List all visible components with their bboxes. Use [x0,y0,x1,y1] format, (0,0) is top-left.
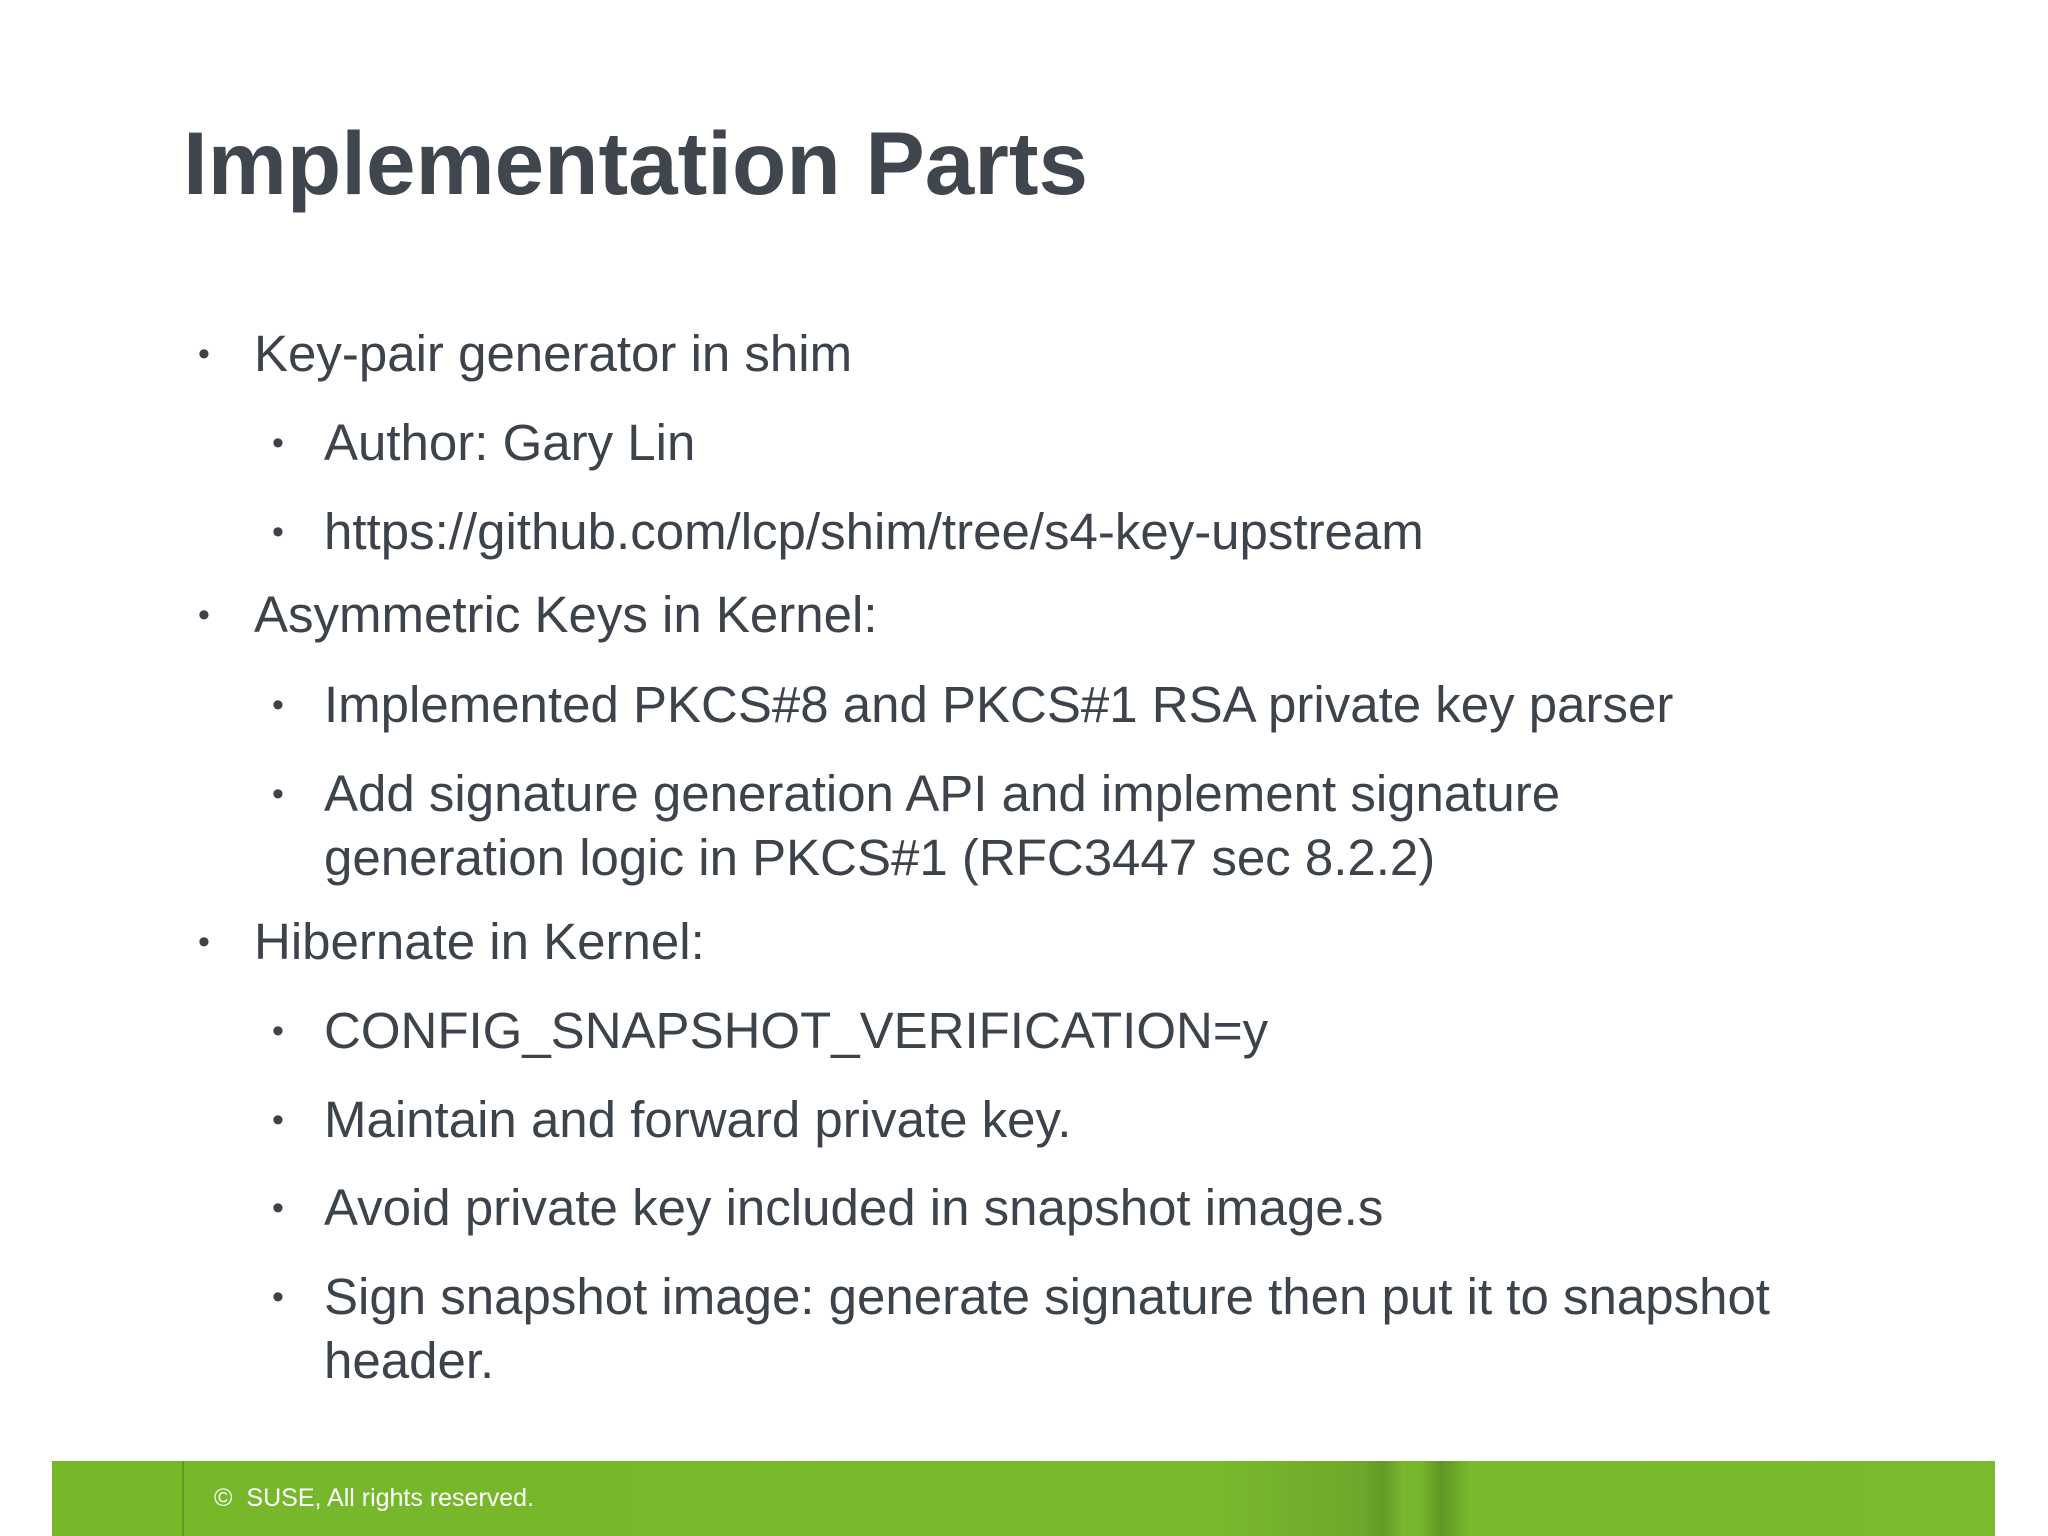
bullet-dot-icon: • [272,1101,284,1139]
bullet-dot-icon: • [272,775,284,813]
sub-bullet-item [272,1176,1384,1240]
bullet-item [198,322,853,386]
bullet-dot-icon: • [198,335,210,373]
bullet-text-continuation: generation logic in PKCS#1 (RFC3447 sec 8.2.2) [324,829,1436,886]
footer-bar [52,1461,1995,1536]
bullet-dot-icon: • [272,513,284,551]
bullet-text: Implemented PKCS#8 and PKCS#1 RSA private key parser [324,676,1674,733]
sub-bullet-item [272,762,1561,890]
bullet-text: Key-pair generator in shim [254,325,853,382]
bullet-dot-icon: • [198,923,210,961]
sub-bullet-item [272,411,696,475]
bullet-text: Hibernate in Kernel: [254,913,705,970]
bullet-text: Add signature generation API and implement signature [324,765,1561,822]
bullet-dot-icon: • [272,1278,284,1316]
copyright-icon: © [214,1484,233,1512]
footer-divider [182,1461,184,1536]
bullet-text: Maintain and forward private key. [324,1091,1072,1148]
bullet-text: CONFIG_SNAPSHOT_VERIFICATION=y [324,1002,1269,1059]
copyright-text: SUSE, All rights reserved. [246,1484,535,1512]
bullet-text-continuation: header. [324,1332,495,1389]
bullet-text: Avoid private key included in snapshot image.s [324,1179,1384,1236]
bullet-dot-icon: • [272,1189,284,1227]
bullet-text: Asymmetric Keys in Kernel: [254,586,878,643]
bullet-dot-icon: • [198,596,210,634]
bullet-text: Sign snapshot image: generate signature then put it to snapshot [324,1268,1770,1325]
sub-bullet-item [272,1265,1770,1393]
bullet-text: Author: Gary Lin [324,414,696,471]
bullet-item [198,910,705,974]
sub-bullet-item [272,500,1424,564]
bullet-dot-icon: • [272,424,284,462]
sub-bullet-item [272,999,1269,1063]
sub-bullet-item [272,673,1674,737]
bullet-dot-icon: • [272,686,284,724]
bullet-item [198,583,878,647]
slide-title: Implementation Parts [183,113,1089,213]
bullet-link[interactable]: https://github.com/lcp/shim/tree/s4-key-upstream [324,503,1424,560]
copyright-notice [214,1484,534,1513]
bullet-dot-icon: • [272,1012,284,1050]
sub-bullet-item [272,1088,1072,1152]
